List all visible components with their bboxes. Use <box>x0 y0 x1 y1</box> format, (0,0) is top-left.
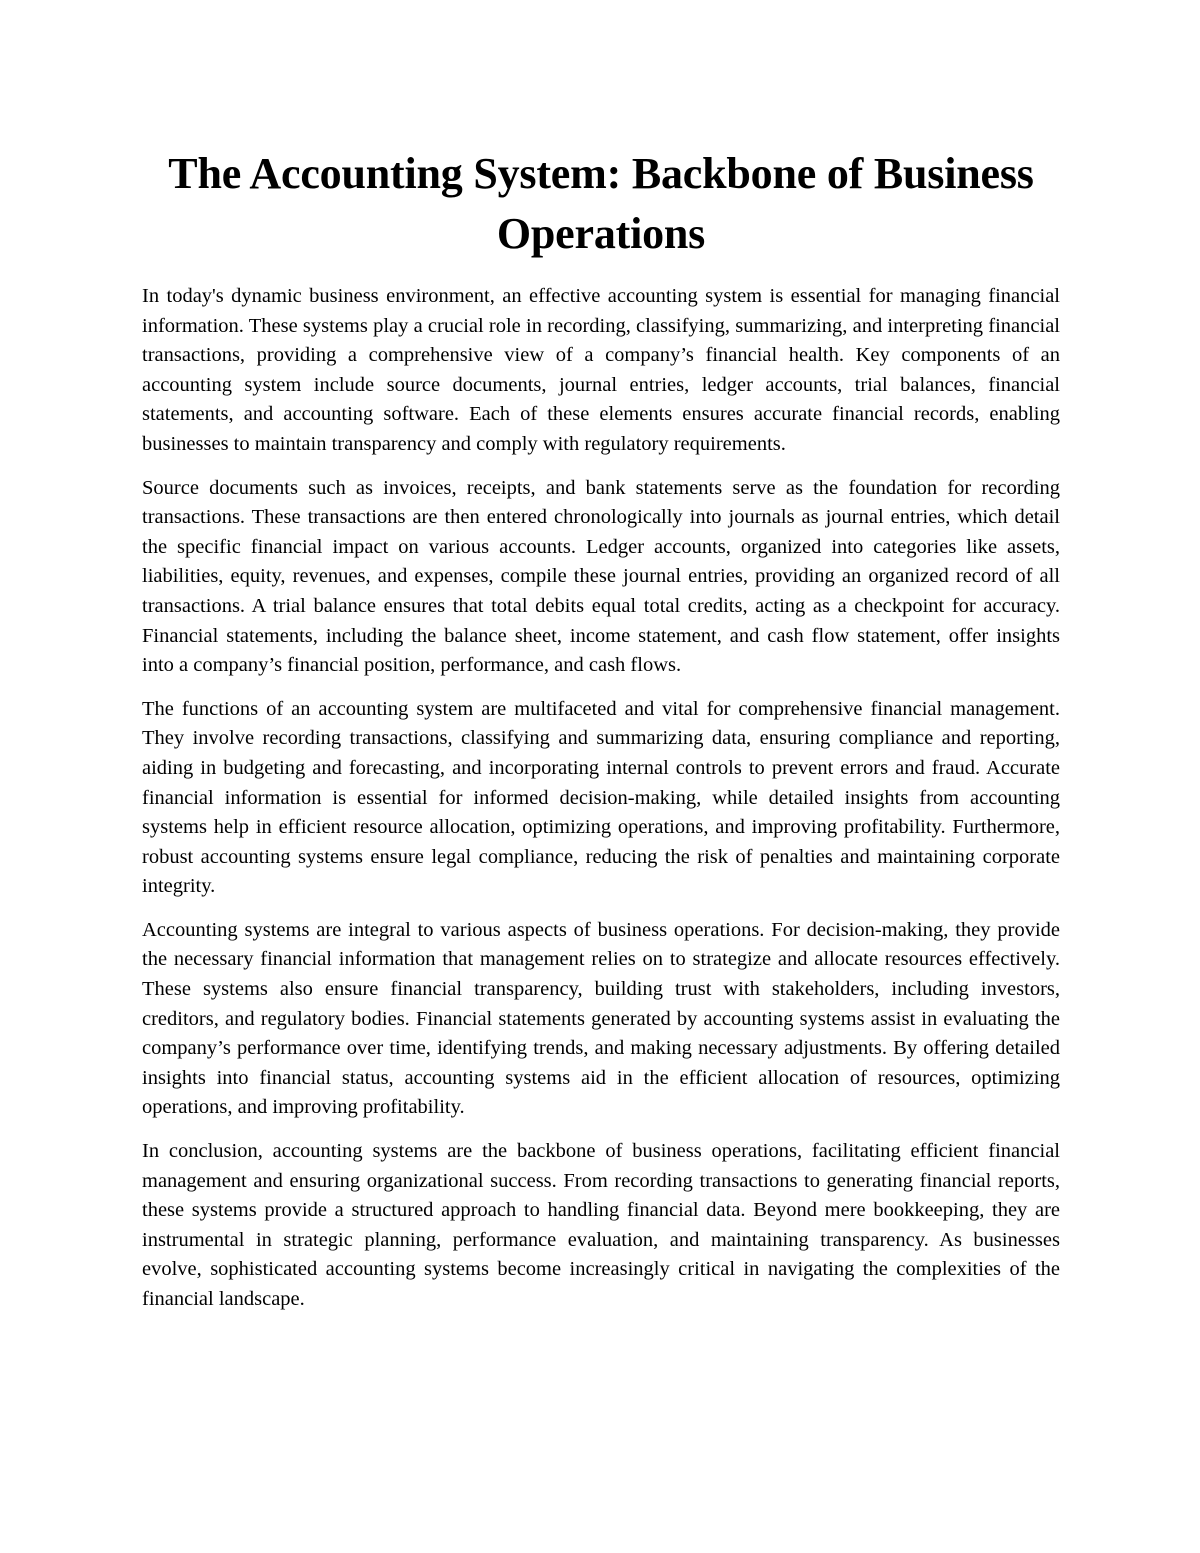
paragraph-introduction: In today's dynamic business environment, an effective accounting system is essential for managing financial information. These systems play a crucial role in recording, classifying, summarizing, and interpreting financial transactions, providing a comprehensive view of a company’s financial health. Key components of an accounting system include source documents, journal entries, ledger accounts, trial balances, financial statements, and accounting software. Each of these elements ensures accurate financial records, enabling businesses to maintain transparency and comply with regulatory requirements. <box>142 285 1060 455</box>
paragraph-source-documents: Source documents such as invoices, receipts, and bank statements serve as the foundation for recording transactions. These transactions are then entered chronologically into journals as journal entries, which detail the specific financial impact on various accounts. Ledger accounts, organized into categories like assets, liabilities, equity, revenues, and expenses, compile these journal entries, providing an organized record of all transactions. A trial balance ensures that total debits equal total credits, acting as a checkpoint for accuracy. Financial statements, including the balance sheet, income statement, and cash flow statement, offer insights into a company’s financial position, performance, and cash flows. <box>142 476 1060 677</box>
paragraph-conclusion: In conclusion, accounting systems are the backbone of business operations, facilitating efficient financial management and ensuring organizational success. From recording transactions to generating financial reports, these systems provide a structured approach to handling financial data. Beyond mere bookkeeping, they are instrumental in strategic planning, performance evaluation, and maintaining transparency. As businesses evolve, sophisticated accounting systems become increasingly critical in navigating the complexities of the financial landscape. <box>142 1140 1060 1310</box>
document-body <box>142 144 1060 1329</box>
document-title: The Accounting System: Backbone of Business Operations <box>168 149 1034 258</box>
paragraph-functions: The functions of an accounting system are multifaceted and vital for comprehensive financial management. They involve recording transactions, classifying and summarizing data, ensuring compliance and reporting, aiding in budgeting and forecasting, and incorporating internal controls to prevent errors and fraud. Accurate financial information is essential for informed decision-making, while detailed insights from accounting systems help in efficient resource allocation, optimizing operations, and improving profitability. Furthermore, robust accounting systems ensure legal compliance, reducing the risk of penalties and maintaining corporate integrity. <box>142 697 1060 898</box>
paragraph-business-operations: Accounting systems are integral to various aspects of business operations. For decision-making, they provide the necessary financial information that management relies on to strategize and allocate resources effectively. These systems also ensure financial transparency, building trust with stakeholders, including investors, creditors, and regulatory bodies. Financial statements generated by accounting systems assist in evaluating the company’s performance over time, identifying trends, and making necessary adjustments. By offering detailed insights into financial status, accounting systems aid in the efficient allocation of resources, optimizing operations, and improving profitability. <box>142 918 1060 1119</box>
